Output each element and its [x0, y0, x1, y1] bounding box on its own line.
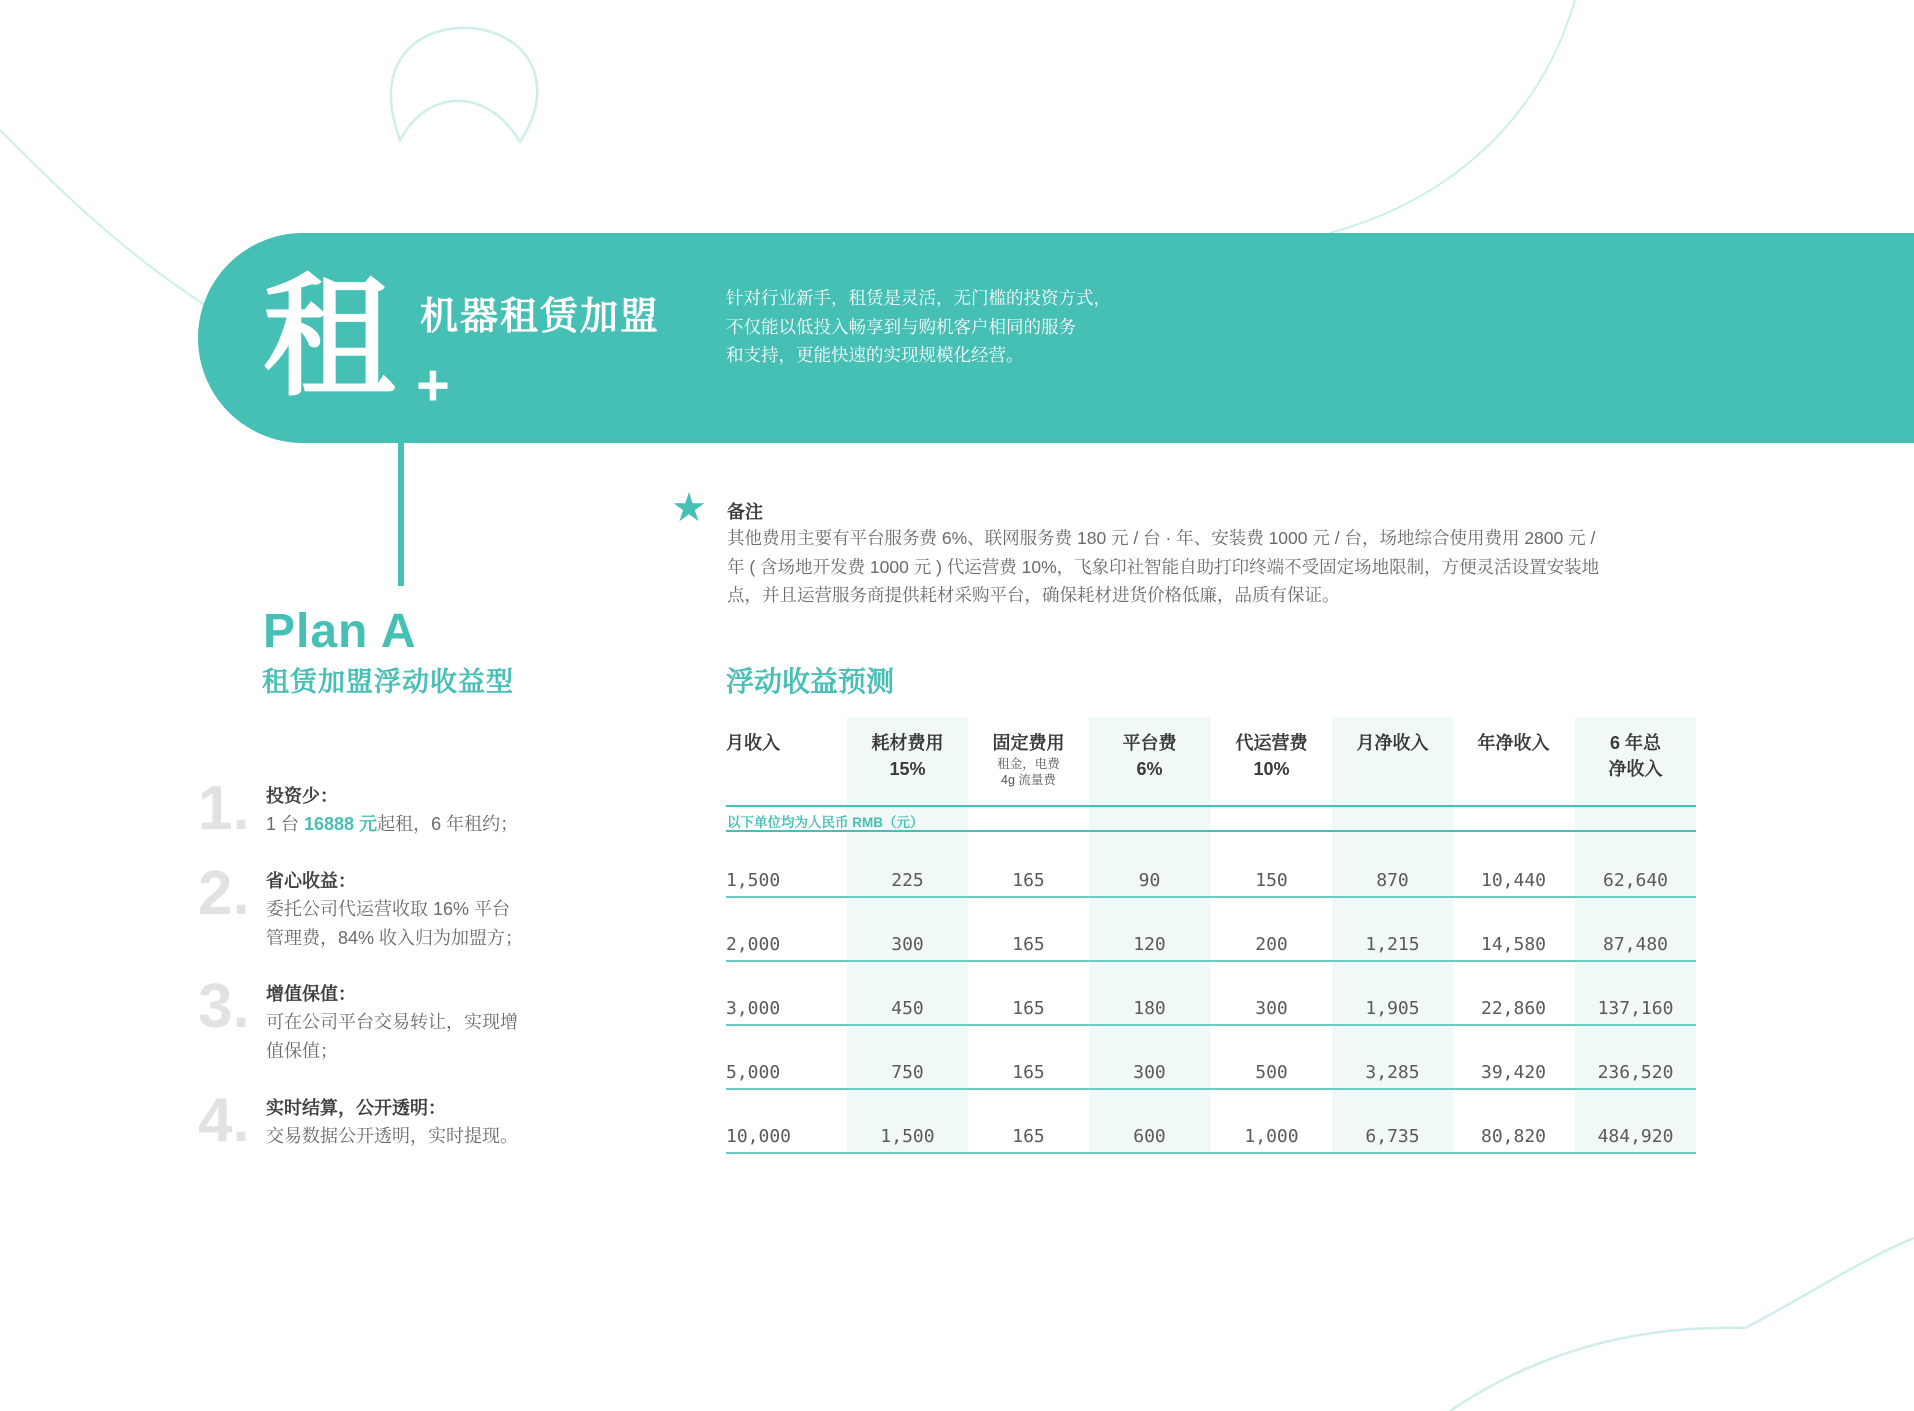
row-divider	[726, 896, 1696, 898]
feature-title: 实时结算，公开透明：	[266, 1098, 446, 1118]
feature-number: 2.	[198, 859, 250, 928]
feature-title: 投资少：	[266, 786, 338, 806]
feature-number: 1.	[198, 774, 250, 843]
table-cell: 180	[1133, 998, 1166, 1019]
deco-bottom-curve	[1450, 1238, 1914, 1411]
note-body: 其他费用主要有平台服务费 6%、联网服务费 180 元 / 台 · 年、安装费 1000 元 / 台，场地综合使用费用 2800 元 / 年 ( 含场地开发费 1000 元 ) 代运营费 10%，飞象印社智能自助打印终端不受固定场地限制，方便灵活设置安装地 点，并且运营服务商提供耗材采购平台，确保耗材进货价格低廉，品质有保证。	[727, 528, 1600, 605]
connector-line	[398, 443, 404, 586]
price-highlight: 16888 元	[304, 814, 378, 834]
feature-body-text: 1 台	[266, 814, 305, 834]
table-cell: 165	[1012, 870, 1045, 891]
table-cell: 5,000	[726, 1062, 781, 1083]
header-rule-top	[726, 805, 1696, 807]
table-cell: 10,440	[1480, 870, 1547, 891]
table-cell: 120	[1133, 934, 1166, 955]
table-cell: 3,000	[726, 998, 781, 1019]
table-cell: 10,000	[726, 1126, 792, 1147]
deco-top-arch	[391, 28, 537, 142]
plan-title: Plan A	[263, 605, 417, 658]
unit-note: 以下单位均为人民币 RMB（元）	[727, 815, 924, 830]
deco-right-curve	[1330, 0, 1575, 233]
row-divider	[726, 960, 1696, 962]
table-cell: 165	[1012, 1126, 1045, 1147]
table-cell: 450	[891, 998, 924, 1019]
table-cell: 1,215	[1365, 934, 1420, 955]
feature-number: 4.	[198, 1086, 250, 1155]
table-cell: 300	[1133, 1062, 1166, 1083]
feature-title: 省心收益：	[266, 871, 356, 891]
table-cell: 870	[1376, 870, 1409, 891]
plus-icon: +	[416, 353, 450, 418]
table-cell: 80,820	[1480, 1126, 1547, 1147]
table-cell: 300	[891, 934, 924, 955]
column-header-note: 租金，电费 4g 流量费	[997, 757, 1060, 787]
column-header: 固定费用	[992, 733, 1065, 753]
table-cell: 1,905	[1365, 998, 1420, 1019]
feature-body: 委托公司代运营收取 16% 平台 管理费，84% 收入归为加盟方；	[266, 899, 524, 948]
table-cell: 500	[1255, 1062, 1288, 1083]
table-cell: 225	[891, 870, 924, 891]
table-cell: 90	[1138, 870, 1161, 891]
table-cell: 1,500	[880, 1126, 935, 1147]
table-cell: 14,580	[1480, 934, 1547, 955]
table-cell: 200	[1255, 934, 1288, 955]
deco-left-curve	[0, 130, 205, 305]
header-rule-bottom	[726, 830, 1696, 832]
banner-description: 针对行业新手，租赁是灵活，无门槛的投资方式， 不仅能以低投入畅享到与购机客户相同的服务 和支持，更能快速的实现规模化经营。	[726, 288, 1111, 365]
table-cell: 750	[891, 1062, 924, 1083]
column-header: 月收入	[726, 733, 780, 753]
table-cell: 165	[1012, 998, 1045, 1019]
table-cell: 22,860	[1480, 998, 1547, 1019]
feature-body: 交易数据公开透明，实时提现。	[266, 1126, 518, 1146]
table-cell: 3,285	[1365, 1062, 1420, 1083]
table-cell: 165	[1012, 1062, 1045, 1083]
row-divider	[726, 1088, 1696, 1090]
table-cell: 1,000	[1244, 1126, 1299, 1147]
column-header: 6 年总 净收入	[1608, 733, 1663, 779]
table-cell: 236,520	[1597, 1062, 1674, 1083]
row-divider	[726, 1152, 1696, 1154]
table-cell: 2,000	[726, 934, 781, 955]
table-title: 浮动收益预测	[726, 665, 895, 698]
table-cell: 137,160	[1597, 998, 1674, 1019]
feature-body-text: 起租，6 年租约；	[377, 814, 519, 834]
column-header: 平台费 6%	[1122, 733, 1177, 779]
row-divider	[726, 1024, 1696, 1026]
column-header: 月净收入	[1356, 733, 1429, 753]
table-cell: 150	[1255, 870, 1288, 891]
feature-title: 增值保值：	[266, 984, 356, 1004]
column-header: 年净收入	[1477, 733, 1550, 753]
banner-title: 机器租赁加盟	[420, 294, 661, 338]
star-icon: ★	[671, 486, 707, 530]
table-cell: 39,420	[1480, 1062, 1547, 1083]
table-cell: 165	[1012, 934, 1045, 955]
feature-body: 可在公司平台交易转让，实现增 值保值；	[266, 1012, 518, 1061]
column-header: 耗材费用 15%	[871, 733, 944, 779]
table-cell: 1,500	[726, 870, 781, 891]
table-cell: 484,920	[1597, 1126, 1674, 1147]
table-cell: 600	[1133, 1126, 1166, 1147]
feature-body	[266, 810, 566, 839]
rent-character: 租	[263, 261, 395, 415]
table-cell: 62,640	[1602, 870, 1669, 891]
feature-number: 3.	[198, 972, 250, 1041]
table-cell: 6,735	[1365, 1126, 1420, 1147]
note-title: 备注	[727, 502, 763, 522]
plan-subtitle: 租赁加盟浮动收益型	[262, 667, 514, 698]
table-cell: 300	[1255, 998, 1288, 1019]
column-header: 代运营费 10%	[1235, 733, 1308, 779]
table-cell: 87,480	[1602, 934, 1669, 955]
